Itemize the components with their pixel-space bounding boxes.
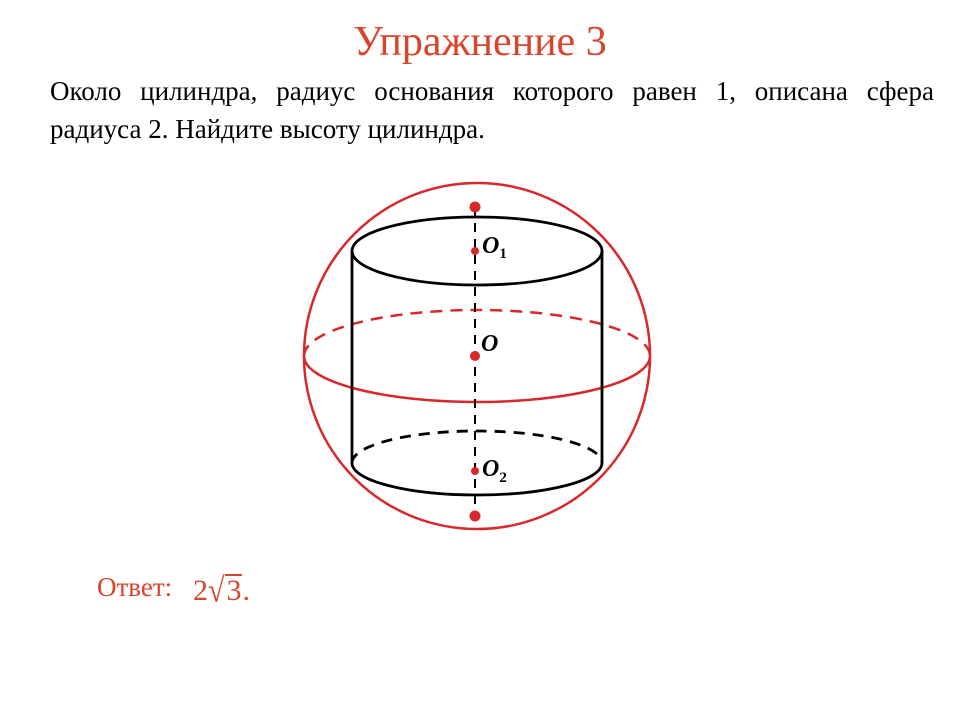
point-o2 [471, 467, 479, 475]
sphere-equator-back [304, 310, 650, 356]
sphere-top-point [470, 202, 481, 213]
answer-radicand: 3 [226, 574, 242, 607]
label-o: O [481, 331, 499, 357]
answer-label: Ответ: [97, 572, 173, 602]
sphere-equator-front [304, 356, 650, 402]
problem-statement: Около цилиндра, радиус основания которого равен 1, описана сфера радиуса 2. Найдите высоту цилиндра. [50, 76, 934, 144]
sqrt-sign: √ [208, 571, 225, 610]
slide-title: Упражнение 3 [353, 19, 607, 65]
answer-end: . [242, 574, 250, 607]
cylinder-bottom-base-back [352, 431, 602, 463]
answer-value [193, 571, 250, 610]
answer-coefficient: 2 [193, 574, 208, 607]
sphere-bottom-point [470, 511, 481, 522]
label-o1: $O_1$ [482, 233, 507, 262]
point-o1 [471, 247, 479, 255]
label-o2: $O_2$ [482, 456, 507, 486]
point-o [470, 351, 480, 361]
